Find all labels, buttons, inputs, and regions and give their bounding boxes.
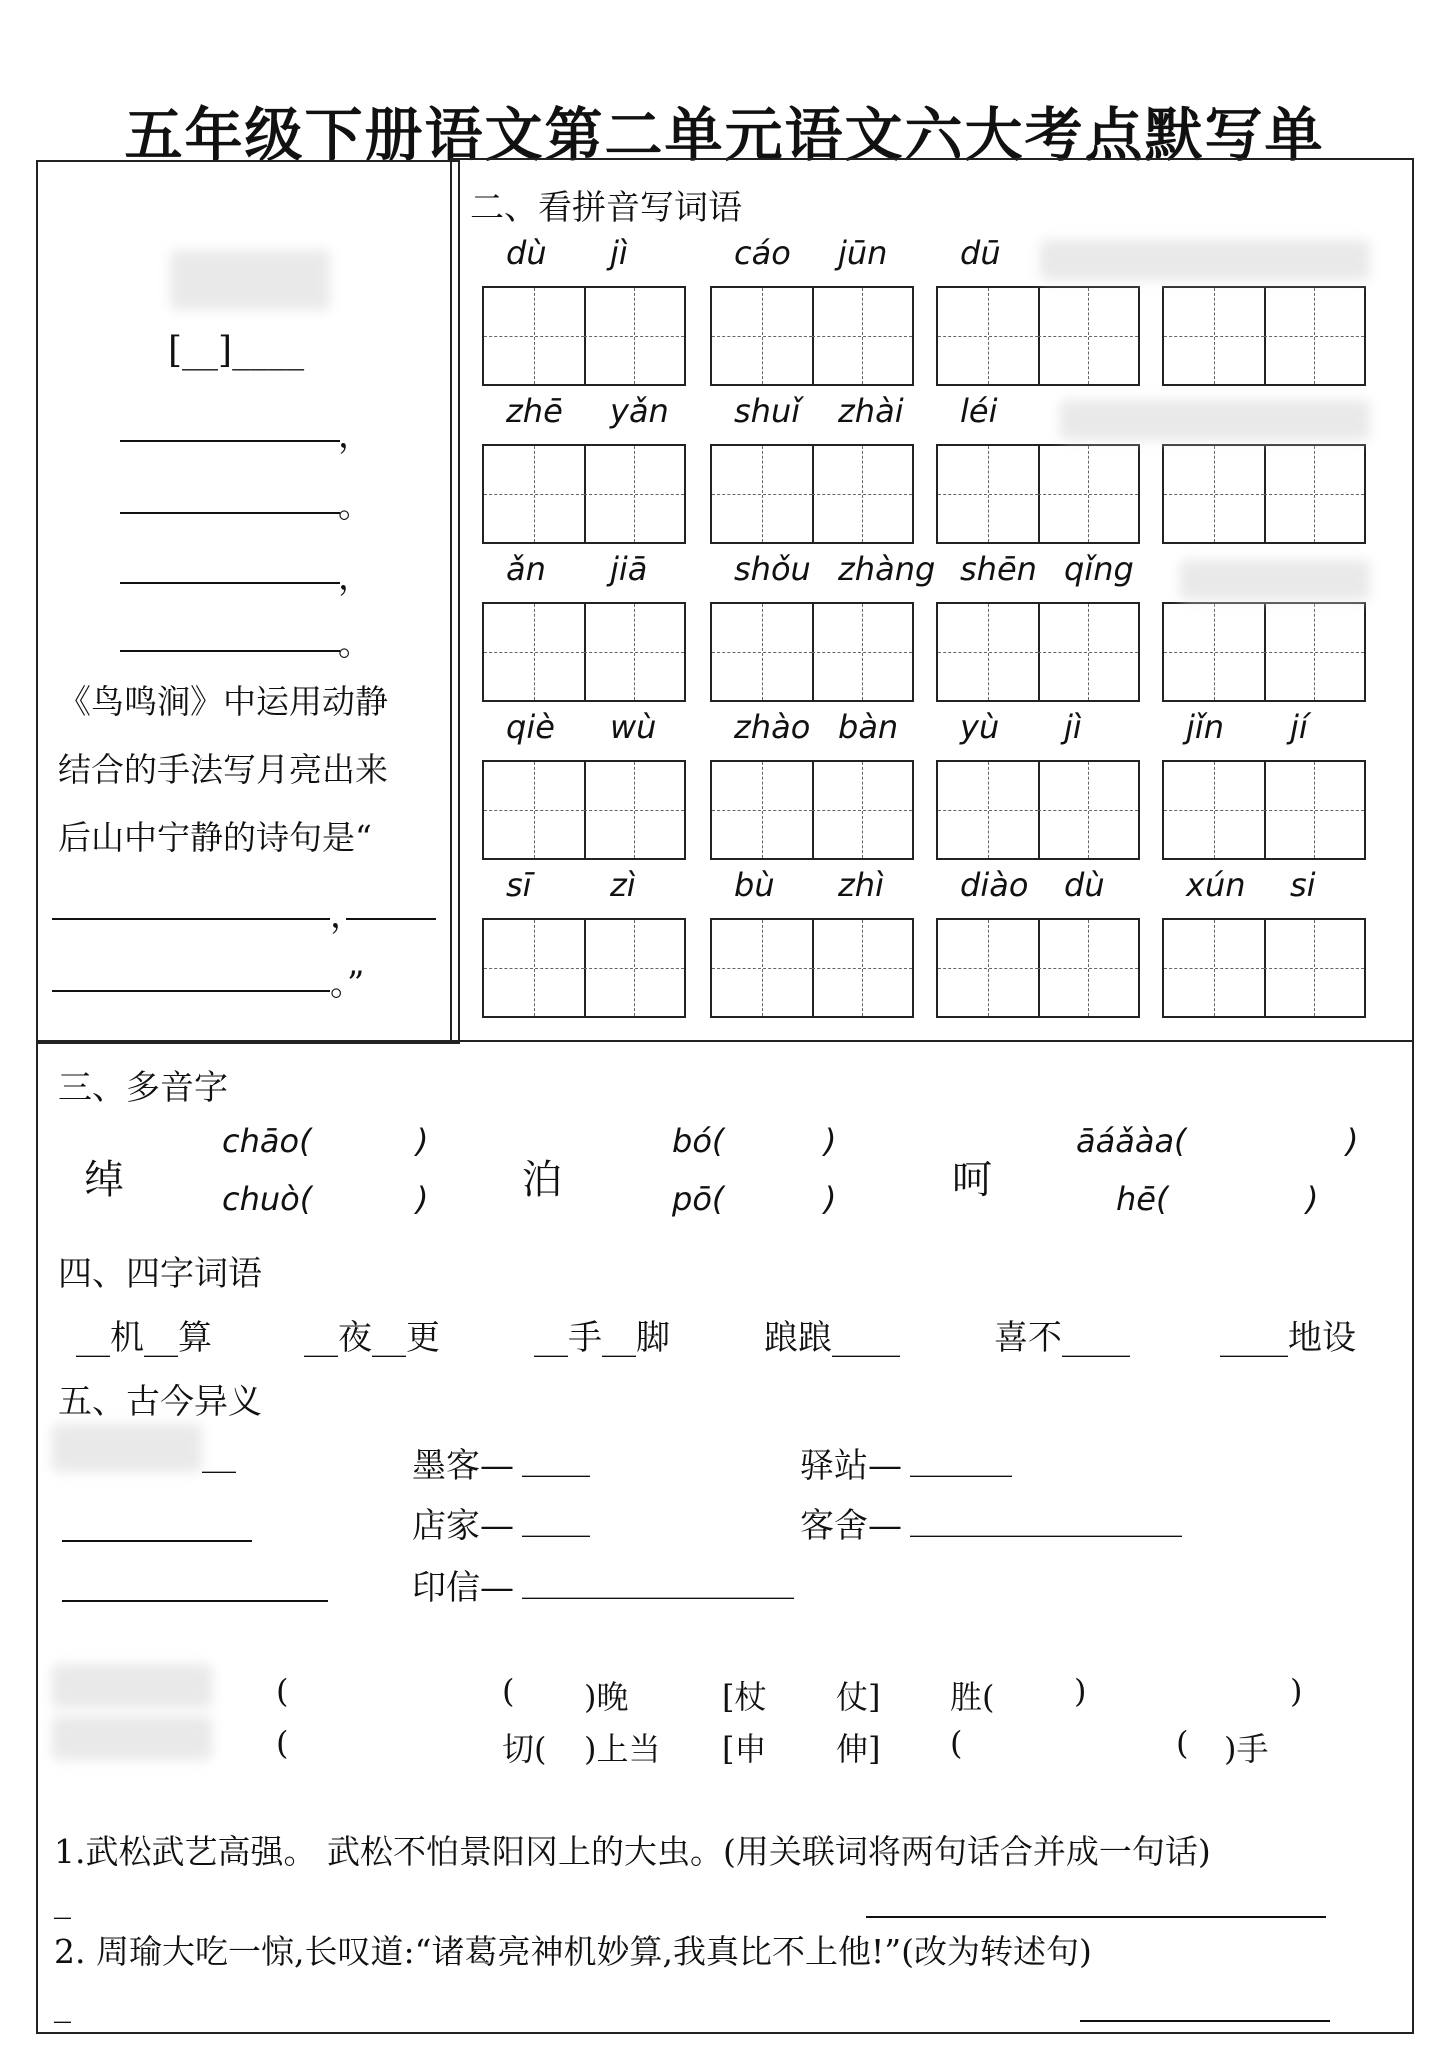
pinyin-label: zhì bbox=[838, 866, 884, 904]
choice-item[interactable]: 切( bbox=[502, 1730, 547, 1768]
choice-item[interactable]: ( bbox=[1176, 1724, 1189, 1762]
left-line-1[interactable] bbox=[62, 1540, 252, 1542]
poem-line-3[interactable] bbox=[120, 582, 340, 584]
grid-cell[interactable] bbox=[484, 762, 584, 858]
grid-cell[interactable] bbox=[1264, 604, 1364, 700]
poem-line-2[interactable] bbox=[120, 512, 340, 514]
choice-item: [杖 bbox=[722, 1678, 767, 1716]
faded-pinyin bbox=[1180, 560, 1370, 600]
idiom-item[interactable]: 踉踉____ bbox=[764, 1318, 900, 1358]
pinyin-label: jí bbox=[1290, 708, 1308, 746]
grid-cell[interactable] bbox=[938, 920, 1038, 1016]
grid-cell[interactable] bbox=[484, 920, 584, 1016]
pinyin-label: zì bbox=[610, 866, 636, 904]
idiom-item[interactable]: __手__脚 bbox=[534, 1318, 670, 1358]
choice-item: )上当 bbox=[584, 1730, 661, 1768]
grid-cell[interactable] bbox=[1264, 288, 1364, 384]
choice-item: )晚 bbox=[584, 1678, 629, 1716]
grid-cell[interactable] bbox=[712, 288, 812, 384]
writing-grid[interactable] bbox=[936, 444, 1140, 544]
pinyin-label: shēn bbox=[960, 550, 1037, 588]
writing-grid[interactable] bbox=[1162, 602, 1366, 702]
choice-item[interactable]: ( bbox=[276, 1672, 289, 1710]
writing-grid[interactable] bbox=[482, 444, 686, 544]
choice-item: [申 bbox=[722, 1730, 767, 1768]
pinyin-label: si bbox=[1290, 866, 1316, 904]
grid-cell[interactable] bbox=[1164, 604, 1264, 700]
writing-grid[interactable] bbox=[710, 918, 914, 1018]
pinyin-label: jì bbox=[1064, 708, 1082, 746]
paren-close[interactable]: ) bbox=[416, 1180, 429, 1218]
sentence-answer-line-2[interactable] bbox=[1080, 2020, 1330, 2022]
writing-grid[interactable] bbox=[710, 286, 914, 386]
grid-cell[interactable] bbox=[584, 288, 684, 384]
choice-item[interactable]: ( bbox=[950, 1724, 963, 1762]
grid-cell[interactable] bbox=[1264, 762, 1364, 858]
grid-cell[interactable] bbox=[1038, 604, 1138, 700]
pinyin-label: qiè bbox=[506, 708, 555, 746]
poem-period-2: 。 bbox=[338, 624, 372, 664]
grid-cell[interactable] bbox=[1264, 920, 1364, 1016]
faded-word bbox=[52, 1424, 202, 1472]
pinyin-label: qǐng bbox=[1064, 550, 1134, 588]
answer-dash: _ bbox=[54, 1880, 71, 1920]
meaning-blank[interactable]: ____ bbox=[522, 1438, 590, 1478]
writing-grid[interactable] bbox=[1162, 444, 1366, 544]
section4-heading: 四、四字词语 bbox=[58, 1254, 262, 1294]
grid-cell[interactable] bbox=[1038, 288, 1138, 384]
meaning-blank[interactable]: ______ bbox=[910, 1438, 1012, 1478]
grid-cell[interactable] bbox=[484, 604, 584, 700]
choice-item: 伸] bbox=[836, 1730, 881, 1768]
poly-char-bo: 泊 bbox=[522, 1157, 562, 1203]
question-line-1: 《鸟鸣涧》中运用动静 bbox=[58, 682, 388, 721]
idiom-item[interactable]: __机__算 bbox=[76, 1318, 212, 1358]
pinyin-label: yǎn bbox=[610, 392, 669, 430]
reading-he: hē( bbox=[1116, 1180, 1169, 1218]
meaning-word: 墨客— bbox=[412, 1446, 514, 1486]
grid-cell[interactable] bbox=[1038, 762, 1138, 858]
meaning-word: 店家— bbox=[412, 1506, 514, 1546]
left-line-2[interactable] bbox=[62, 1600, 328, 1602]
writing-grid[interactable] bbox=[482, 602, 686, 702]
choice-item: 仗] bbox=[836, 1678, 881, 1716]
reading-chuo: chuò( bbox=[222, 1180, 313, 1218]
pinyin-label: zhài bbox=[838, 392, 904, 430]
pinyin-label: yù bbox=[960, 708, 1000, 746]
pinyin-label: zhàng bbox=[838, 550, 936, 588]
pinyin-label: cáo bbox=[734, 234, 791, 272]
faded-row bbox=[52, 1664, 212, 1708]
section3-heading: 三、多音字 bbox=[58, 1068, 228, 1108]
pinyin-label: shǒu bbox=[734, 550, 811, 588]
poem-comma-2: ， bbox=[338, 558, 372, 598]
writing-grid[interactable] bbox=[482, 286, 686, 386]
writing-grid[interactable] bbox=[1162, 286, 1366, 386]
grid-cell[interactable] bbox=[812, 288, 912, 384]
faded-row bbox=[52, 1716, 212, 1760]
grid-cell[interactable] bbox=[1164, 920, 1264, 1016]
grid-cell[interactable] bbox=[712, 604, 812, 700]
pinyin-label: diào bbox=[960, 866, 1029, 904]
reading-chao: chāo( bbox=[222, 1122, 312, 1160]
answer-end: 。” bbox=[330, 964, 365, 1004]
answer-comma: ， bbox=[330, 896, 364, 936]
question-line-2: 结合的手法写月亮出来 bbox=[58, 750, 388, 789]
grid-cell[interactable] bbox=[712, 446, 812, 542]
meaning-word: 驿站— bbox=[800, 1446, 902, 1486]
sentence-answer-line-1[interactable] bbox=[866, 1916, 1326, 1918]
grid-cell[interactable] bbox=[1164, 762, 1264, 858]
answer-line-3[interactable] bbox=[52, 990, 330, 992]
pinyin-label: léi bbox=[960, 392, 998, 430]
idiom-item[interactable]: 喜不____ bbox=[994, 1318, 1130, 1358]
grid-cell[interactable] bbox=[1164, 288, 1264, 384]
choice-item[interactable]: ( bbox=[276, 1724, 289, 1762]
sentence-question-1: 1.武松武艺高强。 武松不怕景阳冈上的大虫。(用关联词将两句话合并成一句话) bbox=[54, 1832, 1211, 1871]
paren-close[interactable]: ) bbox=[1306, 1180, 1319, 1218]
left-blank[interactable]: __ bbox=[202, 1434, 236, 1474]
poem-line-1[interactable] bbox=[120, 440, 340, 442]
poly-char-he: 呵 bbox=[952, 1157, 992, 1203]
sentence-question-2: 2. 周瑜大吃一惊,长叹道:“诸葛亮神机妙算,我真比不上他!”(改为转述句) bbox=[54, 1932, 1092, 1971]
faded-pinyin bbox=[1060, 400, 1370, 440]
grid-cell[interactable] bbox=[484, 288, 584, 384]
grid-cell[interactable] bbox=[938, 446, 1038, 542]
writing-grid[interactable] bbox=[710, 760, 914, 860]
writing-grid[interactable] bbox=[710, 602, 914, 702]
reading-bo: bó( bbox=[672, 1122, 725, 1160]
reading-a: āáǎàa( bbox=[1076, 1122, 1187, 1160]
meaning-blank[interactable]: ________________ bbox=[910, 1498, 1182, 1538]
grid-cell[interactable] bbox=[812, 604, 912, 700]
writing-grid[interactable] bbox=[936, 760, 1140, 860]
pinyin-label: zhào bbox=[734, 708, 811, 746]
pinyin-label: bù bbox=[734, 866, 775, 904]
section2-heading: 二、看拼音写词语 bbox=[470, 188, 742, 228]
faded-pinyin bbox=[1040, 240, 1370, 280]
grid-cell[interactable] bbox=[938, 762, 1038, 858]
writing-grid[interactable] bbox=[482, 760, 686, 860]
paren-close[interactable]: ) bbox=[1346, 1122, 1359, 1160]
poem-comma-1: ， bbox=[338, 416, 372, 456]
writing-grid[interactable] bbox=[710, 444, 914, 544]
pinyin-label: xún bbox=[1186, 866, 1246, 904]
pinyin-label: dù bbox=[506, 234, 547, 272]
section5-heading: 五、古今异义 bbox=[58, 1382, 262, 1422]
grid-cell[interactable] bbox=[484, 446, 584, 542]
writing-grid[interactable] bbox=[1162, 760, 1366, 860]
pinyin-label: dū bbox=[960, 234, 1001, 272]
grid-cell[interactable] bbox=[584, 604, 684, 700]
pinyin-label: bàn bbox=[838, 708, 899, 746]
faded-header bbox=[170, 250, 330, 310]
grid-cell[interactable] bbox=[938, 288, 1038, 384]
pinyin-label: jì bbox=[610, 234, 628, 272]
choice-item[interactable]: ) bbox=[1290, 1672, 1303, 1710]
reading-po: pō( bbox=[672, 1180, 725, 1218]
pinyin-label: shuǐ bbox=[734, 392, 801, 430]
choice-item: )手 bbox=[1224, 1730, 1269, 1768]
writing-grid[interactable] bbox=[936, 286, 1140, 386]
choice-item[interactable]: ) bbox=[1074, 1672, 1087, 1710]
answer-line-1[interactable] bbox=[52, 918, 330, 920]
writing-grid[interactable] bbox=[482, 918, 686, 1018]
paren-close[interactable]: ) bbox=[416, 1122, 429, 1160]
grid-cell[interactable] bbox=[812, 762, 912, 858]
pinyin-label: wù bbox=[610, 708, 657, 746]
grid-cell[interactable] bbox=[938, 604, 1038, 700]
pinyin-label: sī bbox=[506, 866, 532, 904]
meaning-word: 客舍— bbox=[800, 1506, 902, 1546]
pinyin-label: zhē bbox=[506, 392, 563, 430]
pinyin-label: dù bbox=[1064, 866, 1105, 904]
answer-dash: _ bbox=[54, 1984, 71, 2024]
page-title: 五年级下册语文第二单元语文六大考点默写单 bbox=[124, 101, 1325, 169]
grid-cell[interactable] bbox=[712, 920, 812, 1016]
choice-item[interactable]: 胜( bbox=[950, 1678, 995, 1716]
grid-cell[interactable] bbox=[1164, 446, 1264, 542]
writing-grid[interactable] bbox=[936, 918, 1140, 1018]
poem-line-4[interactable] bbox=[120, 650, 340, 652]
meaning-word: 印信— bbox=[412, 1568, 514, 1608]
grid-cell[interactable] bbox=[1264, 446, 1364, 542]
idiom-item[interactable]: ____地设 bbox=[1220, 1318, 1356, 1358]
writing-grid[interactable] bbox=[936, 602, 1140, 702]
grid-cell[interactable] bbox=[584, 446, 684, 542]
meaning-blank[interactable]: ____ bbox=[522, 1498, 590, 1538]
pinyin-label: jiā bbox=[610, 550, 648, 588]
pinyin-label: jūn bbox=[838, 234, 888, 272]
grid-cell[interactable] bbox=[584, 762, 684, 858]
grid-cell[interactable] bbox=[812, 920, 912, 1016]
paren-close[interactable]: ) bbox=[824, 1122, 837, 1160]
paren-close[interactable]: ) bbox=[824, 1180, 837, 1218]
grid-cell[interactable] bbox=[1038, 446, 1138, 542]
meaning-blank[interactable]: ________________ bbox=[522, 1560, 794, 1600]
grid-cell[interactable] bbox=[1038, 920, 1138, 1016]
writing-grid[interactable] bbox=[1162, 918, 1366, 1018]
poem-title-blank[interactable]: [__]____ bbox=[168, 330, 305, 371]
grid-cell[interactable] bbox=[812, 446, 912, 542]
question-line-3: 后山中宁静的诗句是“ bbox=[58, 818, 372, 857]
pinyin-label: jǐn bbox=[1186, 708, 1225, 746]
grid-cell[interactable] bbox=[584, 920, 684, 1016]
poem-period-1: 。 bbox=[338, 486, 372, 526]
grid-cell[interactable] bbox=[712, 762, 812, 858]
pinyin-label: ǎn bbox=[506, 550, 546, 588]
answer-line-2[interactable] bbox=[346, 918, 436, 920]
poly-char-chuo: 绰 bbox=[84, 1157, 124, 1203]
choice-item[interactable]: ( bbox=[502, 1672, 515, 1710]
idiom-item[interactable]: __夜__更 bbox=[304, 1318, 440, 1358]
